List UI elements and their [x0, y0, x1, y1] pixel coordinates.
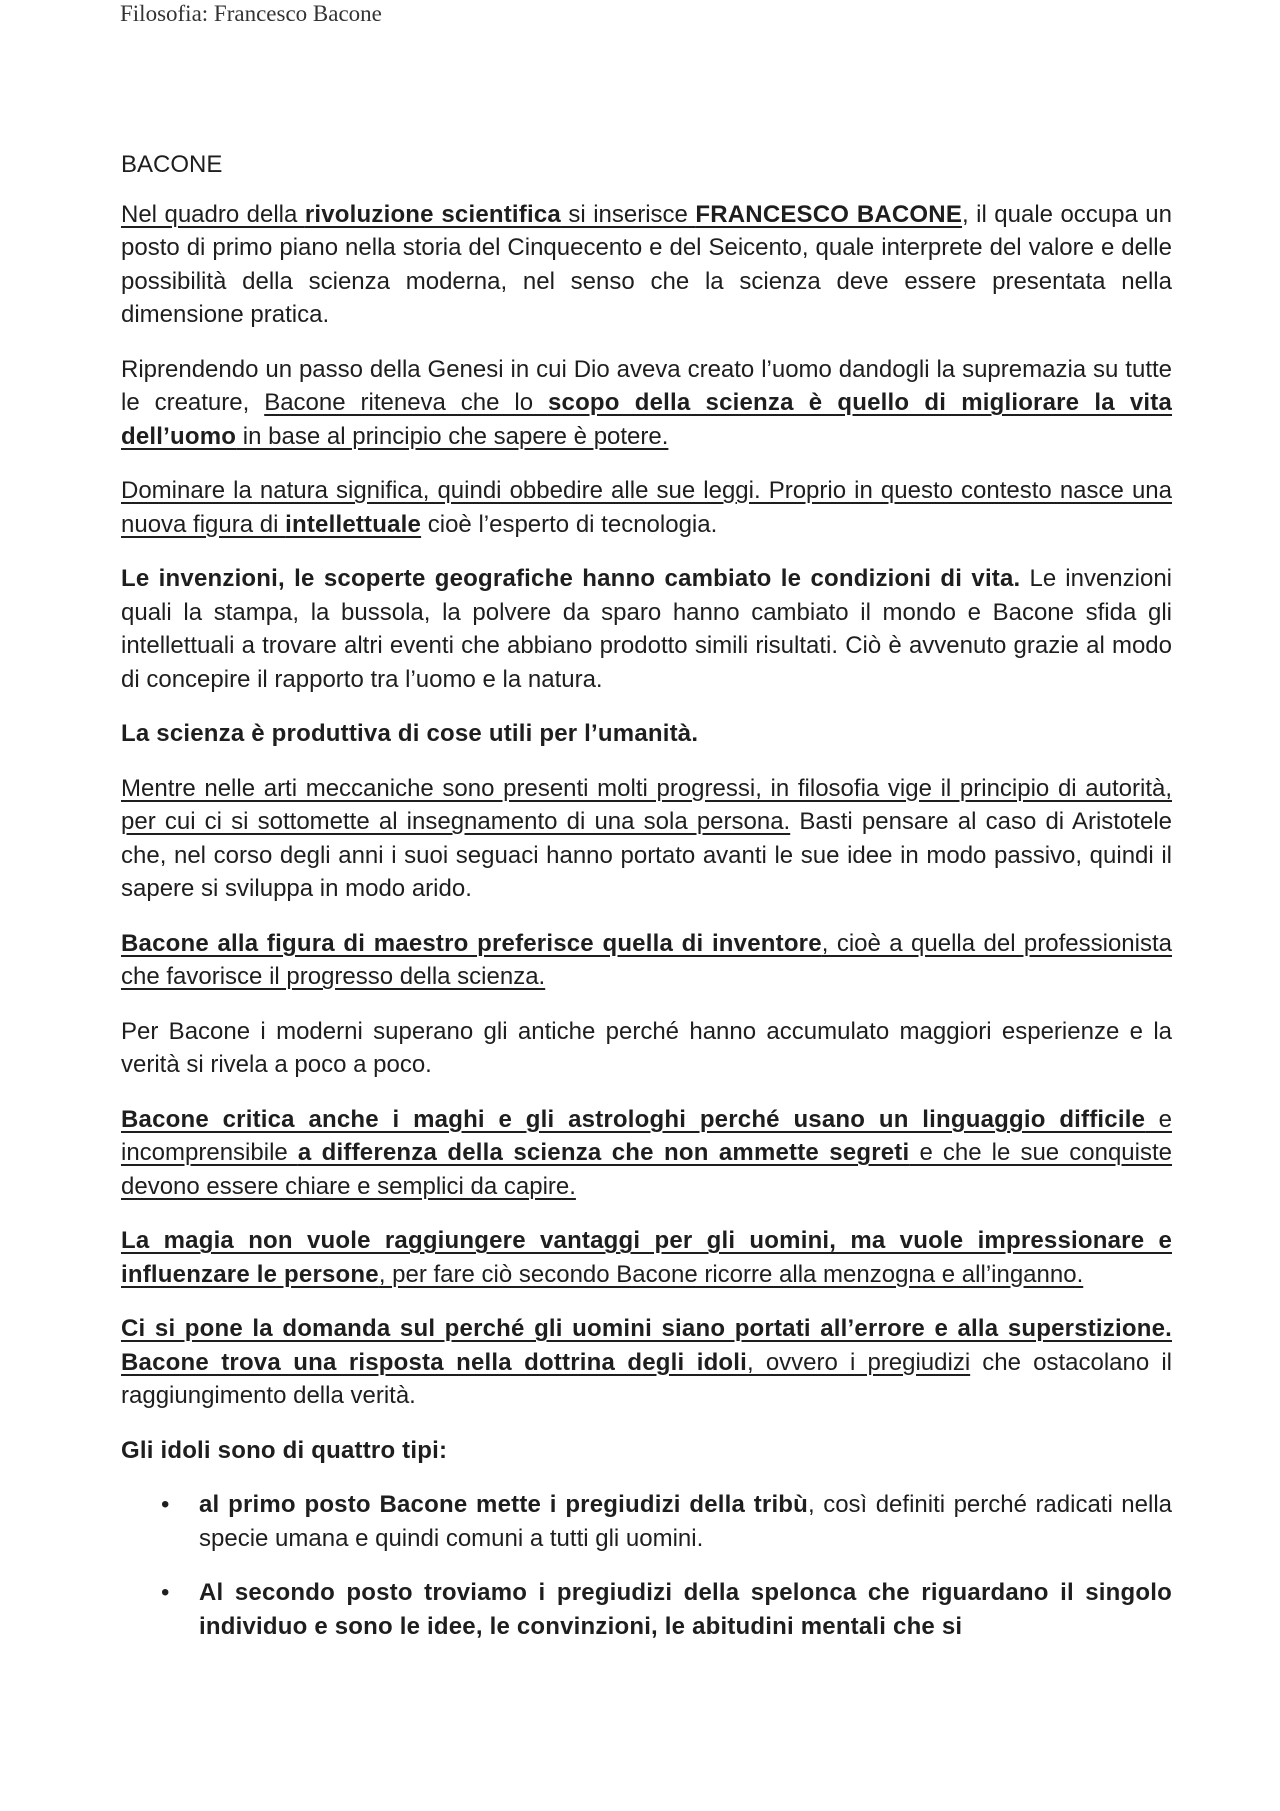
text-run: Bacone riteneva che lo	[264, 389, 548, 416]
text-run: Basti pensare al caso di Aristotele che, nel corso degli anni i suoi seguaci hanno portato avanti le sue idee in modo passivo, quindi il sapere si sviluppa in modo arido.	[121, 808, 1172, 902]
paragraph	[121, 1015, 1172, 1082]
text-run: Nel quadro della	[121, 200, 305, 228]
paragraph	[121, 198, 1172, 332]
bold-text-run: La scienza è produttiva di cose utili per l’umanità.	[121, 720, 699, 747]
text-run: , ovvero i pregiudizi	[747, 1348, 971, 1376]
bold-text-run: La magia non vuole raggiungere vantaggi per gli uomini, ma vuole impressionare e influenzare le persone	[121, 1227, 1172, 1288]
bold-text-run: a differenza della scienza che non ammette segreti	[297, 1139, 910, 1166]
idol-list	[121, 1488, 1172, 1643]
document-body	[121, 148, 1172, 1664]
text-run: , il quale occupa un posto di primo piano nella storia del Cinquecento e del Seicento, quale interprete del valore e delle possibilità della scienza moderna, nel senso che la scienza deve essere presentata nella dimensione pratica.	[121, 200, 1172, 328]
paragraph	[121, 353, 1172, 454]
text-run: in base al principio che sapere è potere.	[236, 422, 669, 450]
text-run: , cioè a quella del professionista che favorisce il progresso della scienza.	[121, 929, 1173, 990]
bold-text-run: Bacone critica anche i maghi e gli astrologhi perché usano un linguaggio difficile	[121, 1105, 1146, 1133]
paragraph	[121, 562, 1172, 696]
bold-text-run: FRANCESCO BACONE	[695, 200, 963, 228]
text-run: , così definiti perché radicati nella specie umana e quindi comuni a tutti gli uomini.	[199, 1491, 1173, 1552]
list-item	[121, 1576, 1172, 1643]
text-run: Dominare la natura significa, quindi obbedire alle sue leggi. Proprio in questo contesto nasce una nuova figura di	[121, 477, 1172, 538]
list-item	[121, 1488, 1172, 1555]
paragraph	[121, 1103, 1172, 1204]
page-header: Filosofia: Francesco Bacone	[120, 1, 382, 26]
text-run: cioè l’esperto di tecnologia.	[421, 510, 718, 538]
paragraph	[121, 1434, 1172, 1468]
text-run: e incomprensibile	[121, 1105, 1173, 1166]
paragraph	[121, 772, 1172, 906]
bullet-icon: •	[161, 1579, 170, 1606]
text-run: , per fare ciò secondo Bacone ricorre alla menzogna e all’inganno.	[378, 1260, 1084, 1288]
bold-text-run: scopo della scienza è quello di migliorare la vita dell’uomo	[121, 389, 1173, 450]
paragraph	[121, 717, 1172, 751]
bold-text-run: Bacone alla figura di maestro preferisce quella di inventore	[121, 929, 822, 957]
text-run: Le invenzioni quali la stampa, la bussola, la polvere da sparo hanno cambiato il mondo e Bacone sfida gli intellettuali a trovare altri eventi che abbiano prodotto simili risultati. Ciò è avvenuto grazie al modo di concepire il rapporto tra l’uomo e la natura.	[121, 565, 1172, 693]
text-run: Riprendendo un passo della Genesi in cui Dio aveva creato l’uomo dandogli la supremazia su tutte le creature,	[121, 355, 1172, 416]
paragraphs	[121, 198, 1172, 1468]
text-run: che ostacolano il raggiungimento della verità.	[121, 1348, 1172, 1409]
bold-text-run: Al secondo posto troviamo i pregiudizi della spelonca che riguardano il singolo individuo e sono le idee, le convinzioni, le abitudini mentali che si	[199, 1579, 1172, 1640]
document-heading: BACONE	[121, 151, 223, 178]
bold-text-run: al primo posto Bacone mette i pregiudizi della tribù	[199, 1491, 809, 1518]
bullet-icon: •	[161, 1491, 170, 1518]
bold-text-run: Le invenzioni, le scoperte geografiche hanno cambiato le condizioni di vita.	[121, 565, 1021, 592]
paragraph	[121, 1224, 1172, 1291]
paragraph	[121, 1312, 1172, 1413]
text-run: Mentre nelle arti meccaniche sono presenti molti progressi, in filosofia vige il principio di autorità, per cui ci si sottomette al insegnamento di una sola persona.	[121, 774, 1172, 835]
bold-text-run: Ci si pone la domanda sul perché gli uomini siano portati all’errore e alla superstizione. Bacone trova una risposta nella dottrina degli idoli	[121, 1315, 1172, 1376]
text-run: Per Bacone i moderni superano gli antiche perché hanno accumulato maggiori esperienze e la verità si rivela a poco a poco.	[121, 1017, 1172, 1078]
bold-text-run: intellettuale	[285, 510, 422, 538]
bold-text-run: Gli idoli sono di quattro tipi:	[121, 1436, 448, 1464]
text-run: si inserisce	[560, 200, 696, 228]
bold-text-run: rivoluzione scientifica	[304, 200, 561, 228]
text-run: e che le sue conquiste devono essere chiare e semplici da capire.	[121, 1139, 1172, 1200]
paragraph	[121, 474, 1172, 541]
paragraph	[121, 927, 1172, 994]
